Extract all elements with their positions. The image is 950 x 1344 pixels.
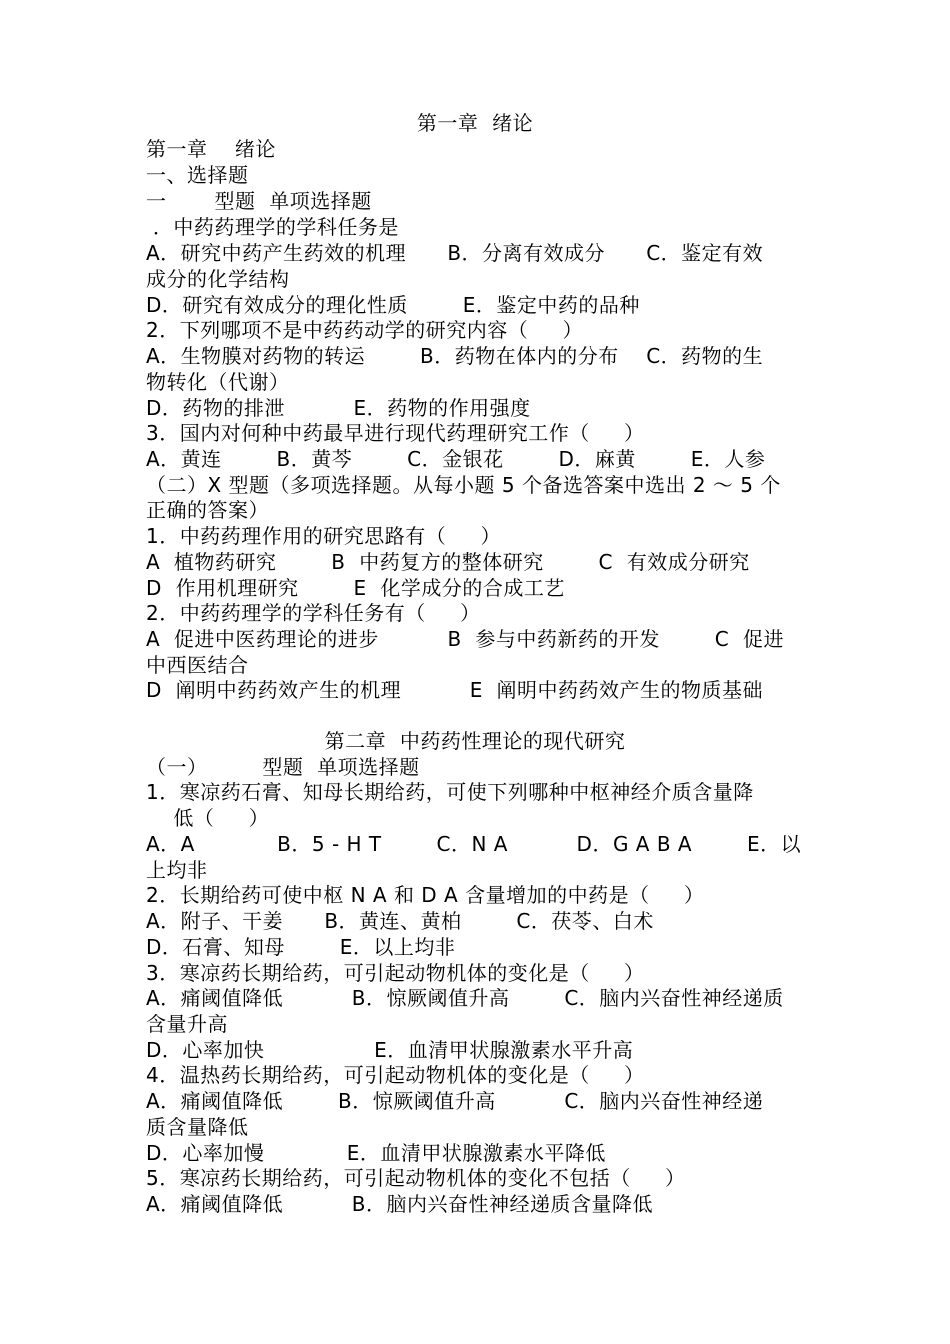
question-2-options-continued: 物转化（代谢）	[146, 370, 290, 394]
chapter-2-heading: 第二章 中药药性理论的现代研究	[324, 729, 626, 753]
ch2-question-4-options-d-e: D．心率加慢 E．血清甲状腺激素水平降低	[146, 1141, 606, 1165]
chapter-1-heading: 第一章 绪论	[416, 111, 534, 135]
x-question-2-options-a-c: A 促进中医药理论的进步 B 参与中药新药的开发 C 促进	[146, 627, 784, 651]
x-question-2-stem: 2．中药药理学的学科任务有（ ）	[146, 601, 481, 625]
chapter-2-question-type: （一） 型题 单项选择题	[146, 755, 420, 779]
ch2-question-1-stem-continued: 低（ ）	[146, 806, 270, 830]
question-2-options-d-e: D．药物的排泄 E．药物的作用强度	[146, 396, 531, 420]
x-type-section-heading: （二）X 型题（多项选择题。从每小题 5 个备选答案中选出 2 ～ 5 个	[146, 473, 781, 497]
question-3-options: A．黄连 B．黄芩 C．金银花 D．麻黄 E．人参	[146, 447, 766, 471]
x-question-1-options-d-e: D 作用机理研究 E 化学成分的合成工艺	[146, 576, 565, 600]
ch2-question-2-options-d-e: D．石膏、知母 E．以上均非	[146, 935, 456, 959]
ch2-question-4-options-a-c: A．痛阈值降低 B．惊厥阈值升高 C．脑内兴奋性神经递	[146, 1089, 764, 1113]
ch2-question-1-options-continued: 上均非	[146, 858, 208, 882]
ch2-question-4-stem: 4．温热药长期给药，可引起动物机体的变化是（ ）	[146, 1063, 645, 1087]
ch2-question-5-stem: 5．寒凉药长期给药，可引起动物机体的变化不包括（ ）	[146, 1166, 686, 1190]
x-question-2-options-continued: 中西医结合	[146, 653, 249, 677]
ch2-question-1-stem: 1．寒凉药石膏、知母长期给药，可使下列哪种中枢神经介质含量降	[146, 780, 754, 804]
ch2-question-3-options-d-e: D．心率加快 E．血清甲状腺激素水平升高	[146, 1038, 634, 1062]
question-2-stem: 2．下列哪项不是中药药动学的研究内容（ ）	[146, 318, 584, 342]
question-type-single-choice: 一 型题 单项选择题	[146, 189, 372, 213]
question-1-options-a-c: A．研究中药产生药效的机理 B．分离有效成分 C．鉴定有效	[146, 241, 764, 265]
section-title-multiple-choice: 一、选择题	[146, 163, 249, 187]
chapter-1-subheading: 第一章 绪论	[146, 137, 276, 161]
question-1-options-d-e: D．研究有效成分的理化性质 E．鉴定中药的品种	[146, 293, 640, 317]
x-question-1-stem: 1．中药药理作用的研究思路有（ ）	[146, 524, 502, 548]
ch2-question-3-options-a-c: A．痛阈值降低 B．惊厥阈值升高 C．脑内兴奋性神经递质	[146, 986, 784, 1010]
ch2-question-2-options-a-c: A．附子、干姜 B．黄连、黄柏 C．茯苓、白术	[146, 909, 654, 933]
ch2-question-3-options-continued: 含量升高	[146, 1012, 228, 1036]
x-type-section-heading-continued: 正确的答案）	[146, 498, 269, 522]
ch2-question-5-options-a-b: A．痛阈值降低 B．脑内兴奋性神经递质含量降低	[146, 1192, 653, 1216]
ch2-question-3-stem: 3．寒凉药长期给药，可引起动物机体的变化是（ ）	[146, 961, 645, 985]
question-1-stem: ．中药药理学的学科任务是	[146, 215, 399, 239]
ch2-question-2-stem: 2．长期给药可使中枢 N A 和 D A 含量增加的中药是（ ）	[146, 883, 705, 907]
x-question-2-options-d-e: D 阐明中药药效产生的机理 E 阐明中药药效产生的物质基础	[146, 678, 764, 702]
ch2-question-4-options-continued: 质含量降低	[146, 1115, 249, 1139]
question-1-options-continued: 成分的化学结构	[146, 267, 290, 291]
ch2-question-1-options: A．A B．5 - H T C．N A D．G A B A E．以	[146, 832, 802, 856]
question-2-options-a-c: A．生物膜对药物的转运 B．药物在体内的分布 C．药物的生	[146, 344, 764, 368]
question-3-stem: 3．国内对何种中药最早进行现代药理研究工作（ ）	[146, 421, 645, 445]
x-question-1-options-a-c: A 植物药研究 B 中药复方的整体研究 C 有效成分研究	[146, 550, 750, 574]
